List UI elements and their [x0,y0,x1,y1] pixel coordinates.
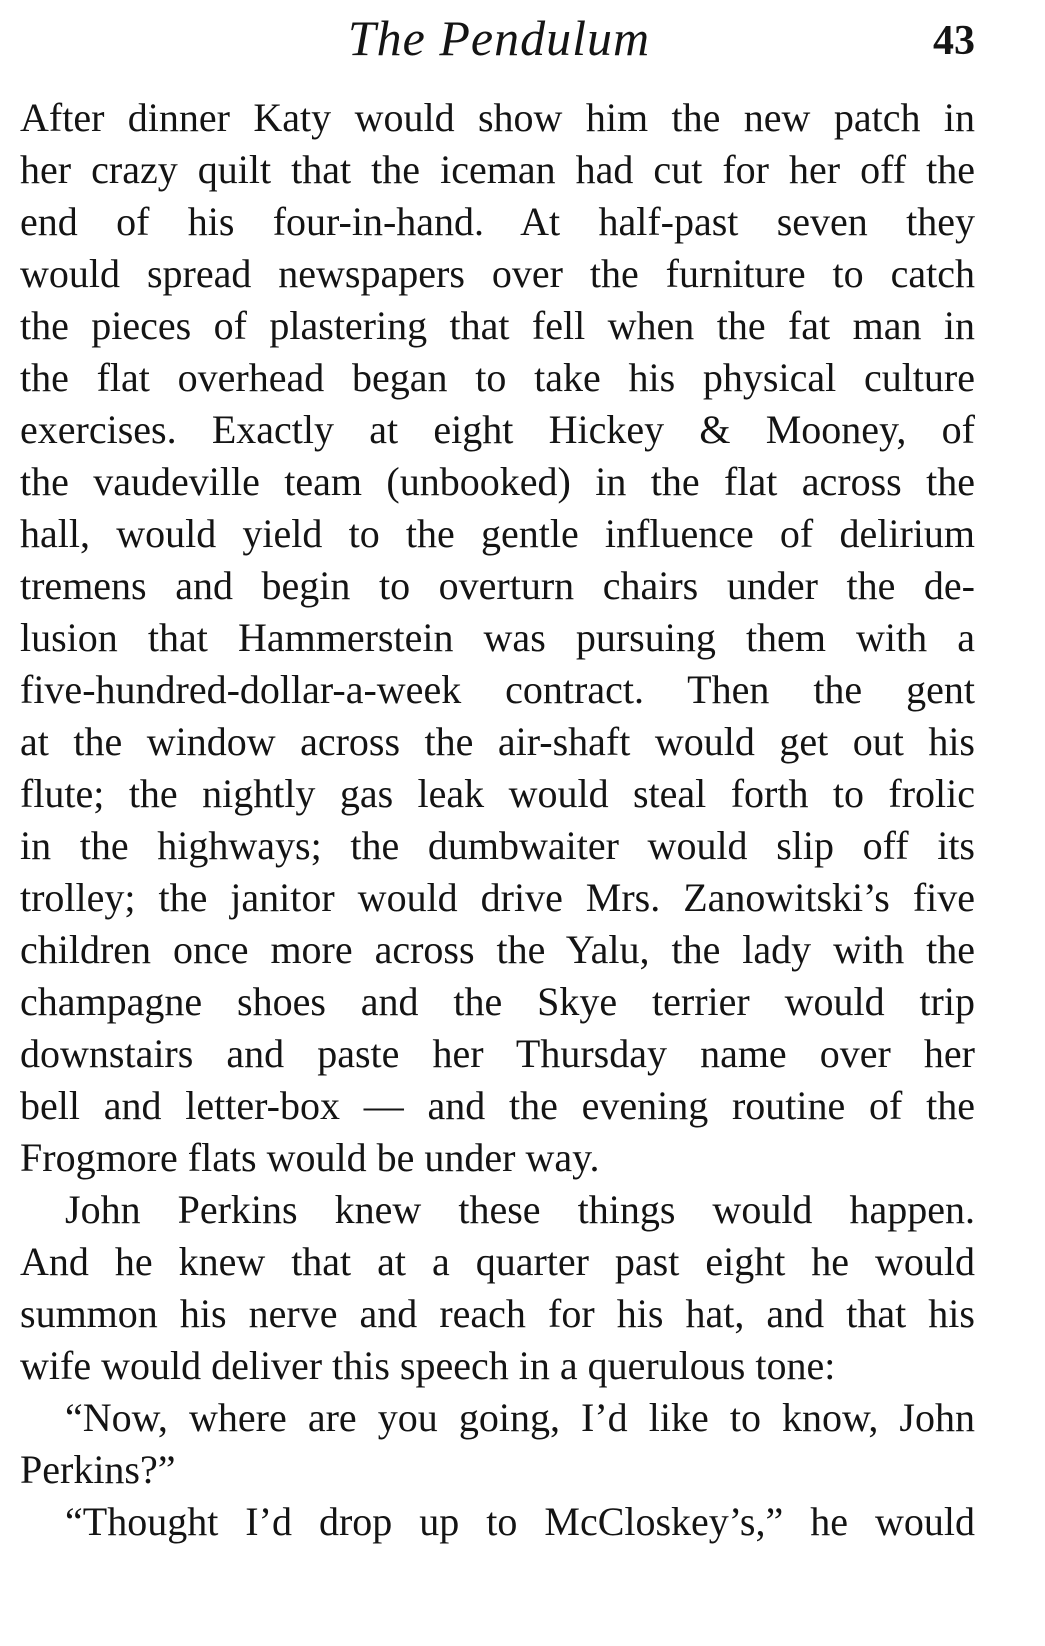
text-line: exercises. Exactly at eight Hickey & Mooney, of [20,407,975,452]
text-line: “Now, where are you going, I’d like to know, John [65,1395,975,1440]
text-line: would spread newspapers over the furniture to catch [20,251,975,296]
text-line: her crazy quilt that the iceman had cut for her off the [20,147,975,192]
text-line: end of his four-in-hand. At half-past seven they [20,199,975,244]
text-column [20,92,975,1548]
text-line: at the window across the air-shaft would get out his [20,719,975,764]
text-line: downstairs and paste her Thursday name over her [20,1031,975,1076]
text-line: tremens and begin to overturn chairs under the de- [20,563,975,608]
paragraph [20,92,975,1184]
text-line: John Perkins knew these things would happen. [65,1187,975,1232]
text-line: trolley; the janitor would drive Mrs. Zanowitski’s five [20,875,975,920]
paragraph [20,1184,975,1392]
text-line: Frogmore flats would be under way. [20,1135,600,1180]
text-line: children once more across the Yalu, the lady with the [20,927,975,972]
text-line: bell and letter-box — and the evening routine of the [20,1083,975,1128]
text-line: lusion that Hammerstein was pursuing them with a [20,615,975,660]
text-line: After dinner Katy would show him the new patch in [20,95,975,140]
page-number: 43 [933,18,975,64]
text-line: the pieces of plastering that fell when the fat man in [20,303,975,348]
text-line: the flat overhead began to take his physical culture [20,355,975,400]
text-line: in the highways; the dumbwaiter would slip off its [20,823,975,868]
text-line: wife would deliver this speech in a querulous tone: [20,1343,836,1388]
text-line: Perkins?” [20,1447,176,1492]
running-head-title: The Pendulum [347,10,651,66]
text-line: hall, would yield to the gentle influence of delirium [20,511,975,556]
text-line: champagne shoes and the Skye terrier would trip [20,979,975,1024]
text-line: summon his nerve and reach for his hat, and that his [20,1291,975,1336]
paragraph [20,1392,975,1496]
text-line: And he knew that at a quarter past eight he would [20,1239,975,1284]
text-line: five-hundred-dollar-a-week contract. Then the gent [20,667,975,712]
text-line: flute; the nightly gas leak would steal forth to frolic [20,771,975,816]
text-line: the vaudeville team (unbooked) in the flat across the [20,459,975,504]
text-line: “Thought I’d drop up to McCloskey’s,” he would [65,1499,975,1544]
paragraph [20,1496,975,1548]
